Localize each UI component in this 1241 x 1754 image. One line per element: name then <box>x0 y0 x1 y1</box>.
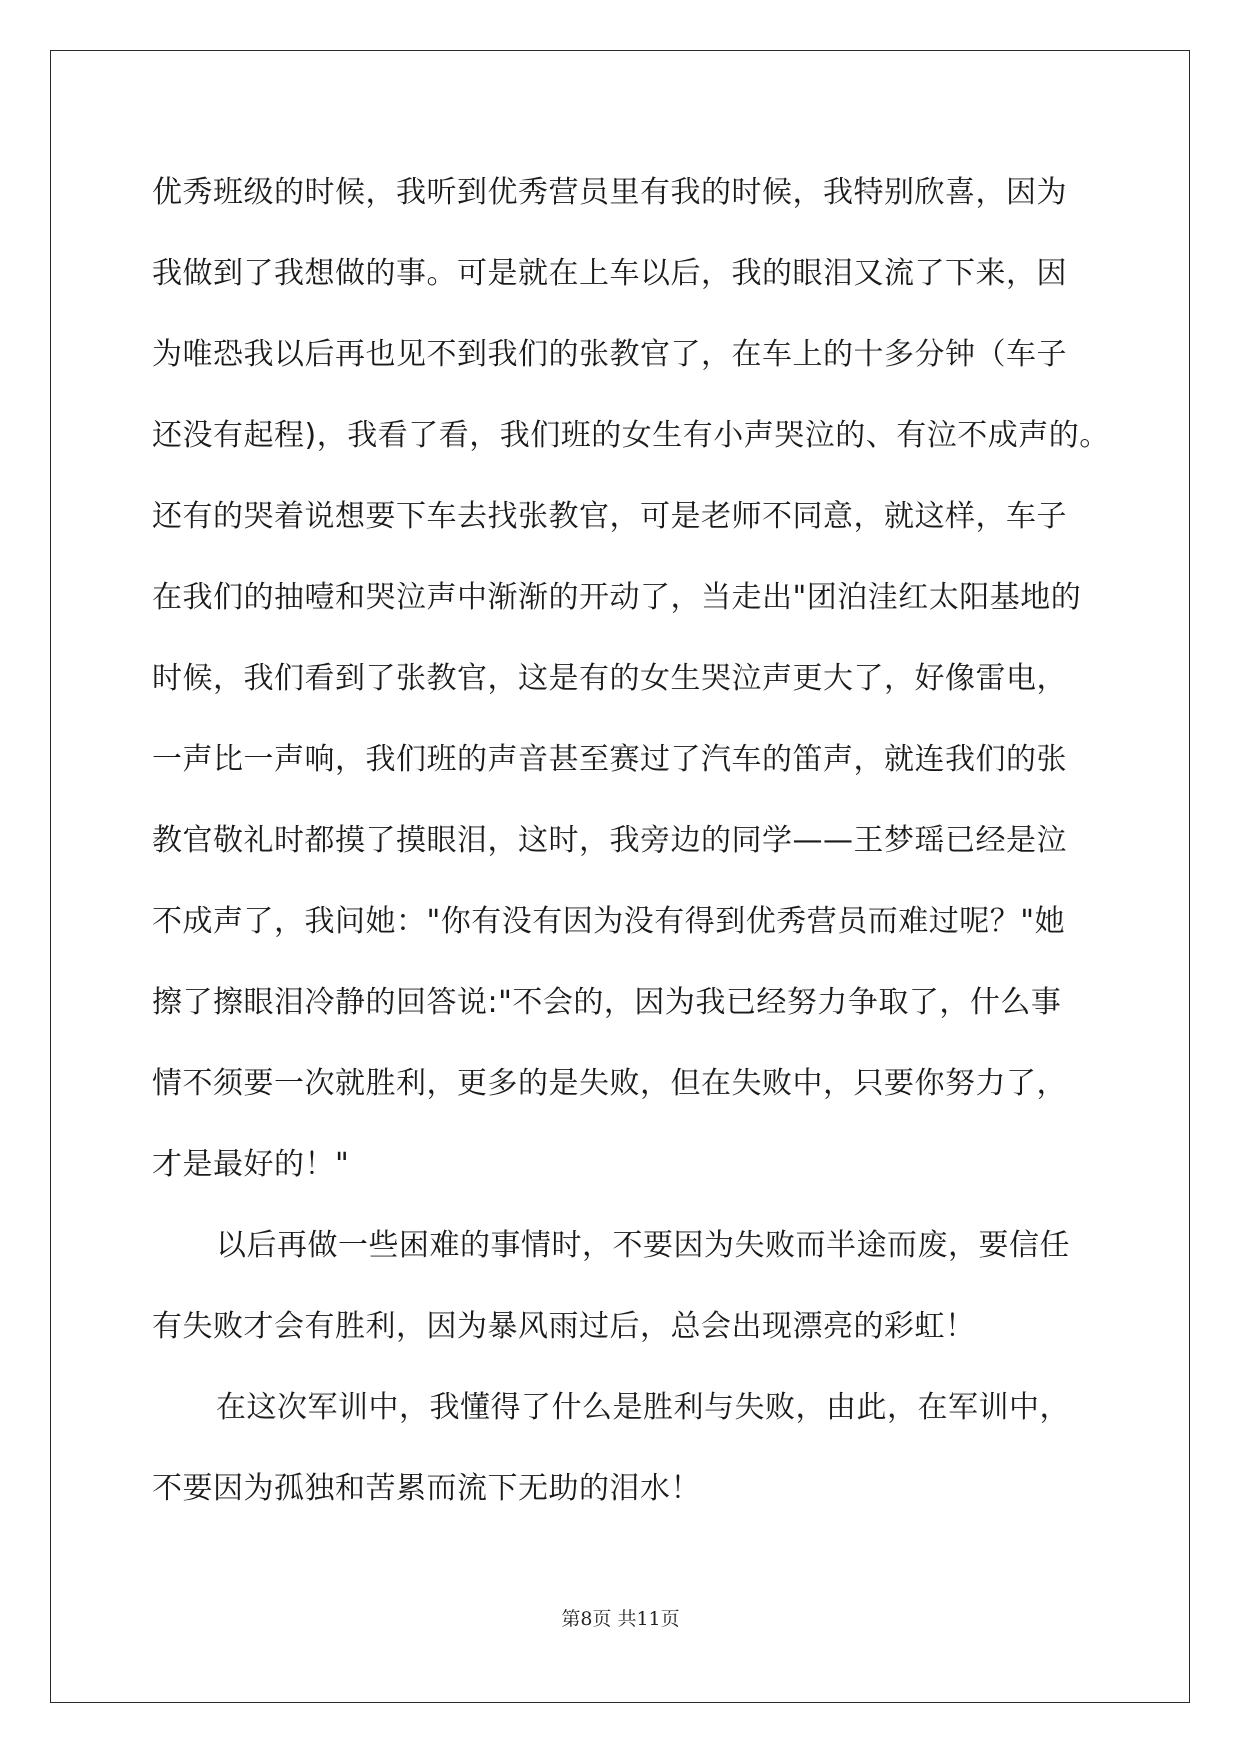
text-line: 在我们的抽噎和哭泣声中渐渐的开动了，当走出"团泊洼红太阳基地的 <box>152 580 1082 615</box>
paragraph-first-line: 在这次军训中，我懂得了什么是胜利与失败，由此，在军训中， <box>216 1390 1070 1425</box>
text-line: 不成声了，我问她："你有没有因为没有得到优秀营员而难过呢？"她 <box>152 904 1066 939</box>
page-number-footer: 第8页 共11页 <box>561 1608 680 1630</box>
text-line: 情不须要一次就胜利，更多的是失败，但在失败中，只要你努力了， <box>152 1066 1067 1101</box>
text-line: 不要因为孤独和苦累而流下无助的泪水！ <box>152 1471 701 1506</box>
text-line: 我做到了我想做的事。可是就在上车以后，我的眼泪又流了下来，因 <box>152 256 1067 291</box>
text-line: 还有的哭着说想要下车去找张教官，可是老师不同意，就这样，车子 <box>152 499 1067 534</box>
text-line: 为唯恐我以后再也见不到我们的张教官了，在车上的十多分钟（车子 <box>152 337 1067 372</box>
text-line: 擦了擦眼泪冷静的回答说:"不会的，因为我已经努力争取了，什么事 <box>152 985 1062 1020</box>
text-line: 还没有起程)，我看了看，我们班的女生有小声哭泣的、有泣不成声的。 <box>152 418 1110 453</box>
text-line: 优秀班级的时候，我听到优秀营员里有我的时候，我特别欣喜，因为 <box>152 175 1067 210</box>
document-body <box>152 152 1110 1529</box>
text-line: 一声比一声响，我们班的声音甚至赛过了汽车的笛声，就连我们的张 <box>152 742 1067 777</box>
text-line: 时候，我们看到了张教官，这是有的女生哭泣声更大了，好像雷电， <box>152 661 1067 696</box>
paragraph-first-line: 以后再做一些困难的事情时，不要因为失败而半途而废，要信任 <box>216 1228 1070 1263</box>
text-line: 教官敬礼时都摸了摸眼泪，这时，我旁边的同学——王梦瑶已经是泣 <box>152 823 1067 858</box>
text-line: 才是最好的！" <box>152 1147 350 1182</box>
text-line: 有失败才会有胜利，因为暴风雨过后，总会出现漂亮的彩虹！ <box>152 1309 976 1344</box>
